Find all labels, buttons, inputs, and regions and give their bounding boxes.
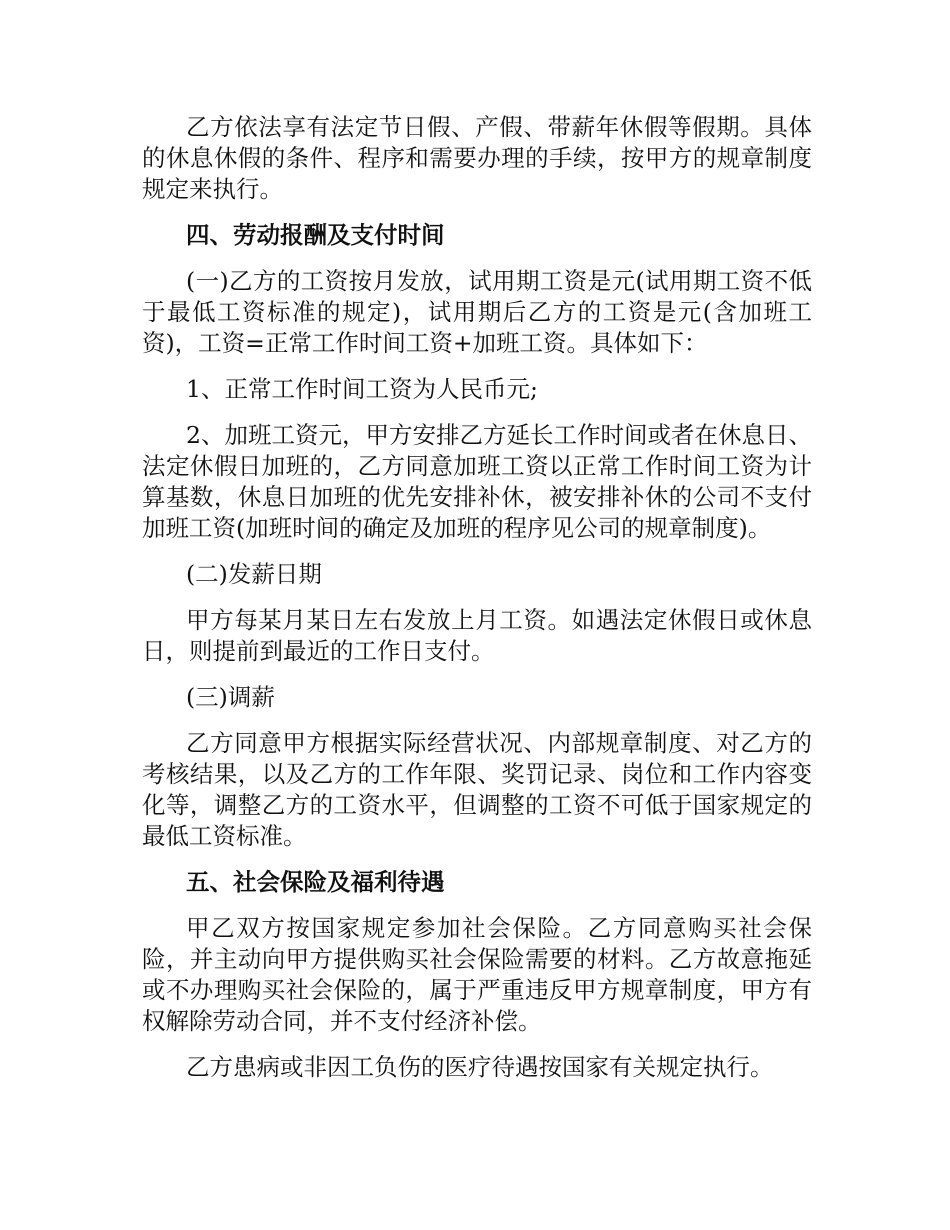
paragraph-overtime-wage: 2、加班工资元，甲方安排乙方延长工作时间或者在休息日、法定休假日加班的，乙方同意加班工资以正常工作时间工资为计算基数，休息日加班的优先安排补休，被安排补休的公司不支付加班工资(加班时间的确定及加班的程序见公司的规章制度)。 — [142, 421, 812, 542]
section-heading-compensation: 四、劳动报酬及支付时间 — [186, 221, 445, 249]
paragraph-social-insurance: 甲乙双方按国家规定参加社会保险。乙方同意购买社会保险，并主动向甲方提供购买社会保险需要的材料。乙方故意拖延或不办理购买社会保险的，属于严重违反甲方规章制度，甲方有权解除劳动合同，并不支付经济补偿。 — [142, 914, 812, 1035]
paragraph-leave-rights: 乙方依法享有法定节日假、产假、带薪年休假等假期。具体的休息休假的条件、程序和需要办理的手续，按甲方的规章制度规定来执行。 — [142, 113, 812, 203]
paragraph-salary-adjustment: 乙方同意甲方根据实际经营状况、内部规章制度、对乙方的考核结果，以及乙方的工作年限、奖罚记录、岗位和工作内容变化等，调整乙方的工资水平，但调整的工资不可低于国家规定的最低工资标准。 — [142, 729, 812, 850]
paragraph-payday: 甲方每某月某日左右发放上月工资。如遇法定休假日或休息日，则提前到最近的工作日支付。 — [142, 606, 812, 665]
paragraph-normal-wage: 1、正常工作时间工资为人民币元; — [186, 375, 538, 403]
subheading-salary-adjustment: (三)调薪 — [186, 683, 275, 711]
paragraph-salary-monthly: (一)乙方的工资按月发放，试用期工资是元(试用期工资不低于最低工资标准的规定)，试用期后乙方的工资是元(含加班工资)，工资=正常工作时间工资+加班工资。具体如下： — [142, 267, 812, 357]
subheading-payday: (二)发薪日期 — [186, 560, 322, 588]
document-page — [142, 112, 812, 1098]
section-heading-social-insurance: 五、社会保险及福利待遇 — [186, 868, 445, 896]
paragraph-medical-treatment: 乙方患病或非因工负伤的医疗待遇按国家有关规定执行。 — [186, 1053, 774, 1081]
